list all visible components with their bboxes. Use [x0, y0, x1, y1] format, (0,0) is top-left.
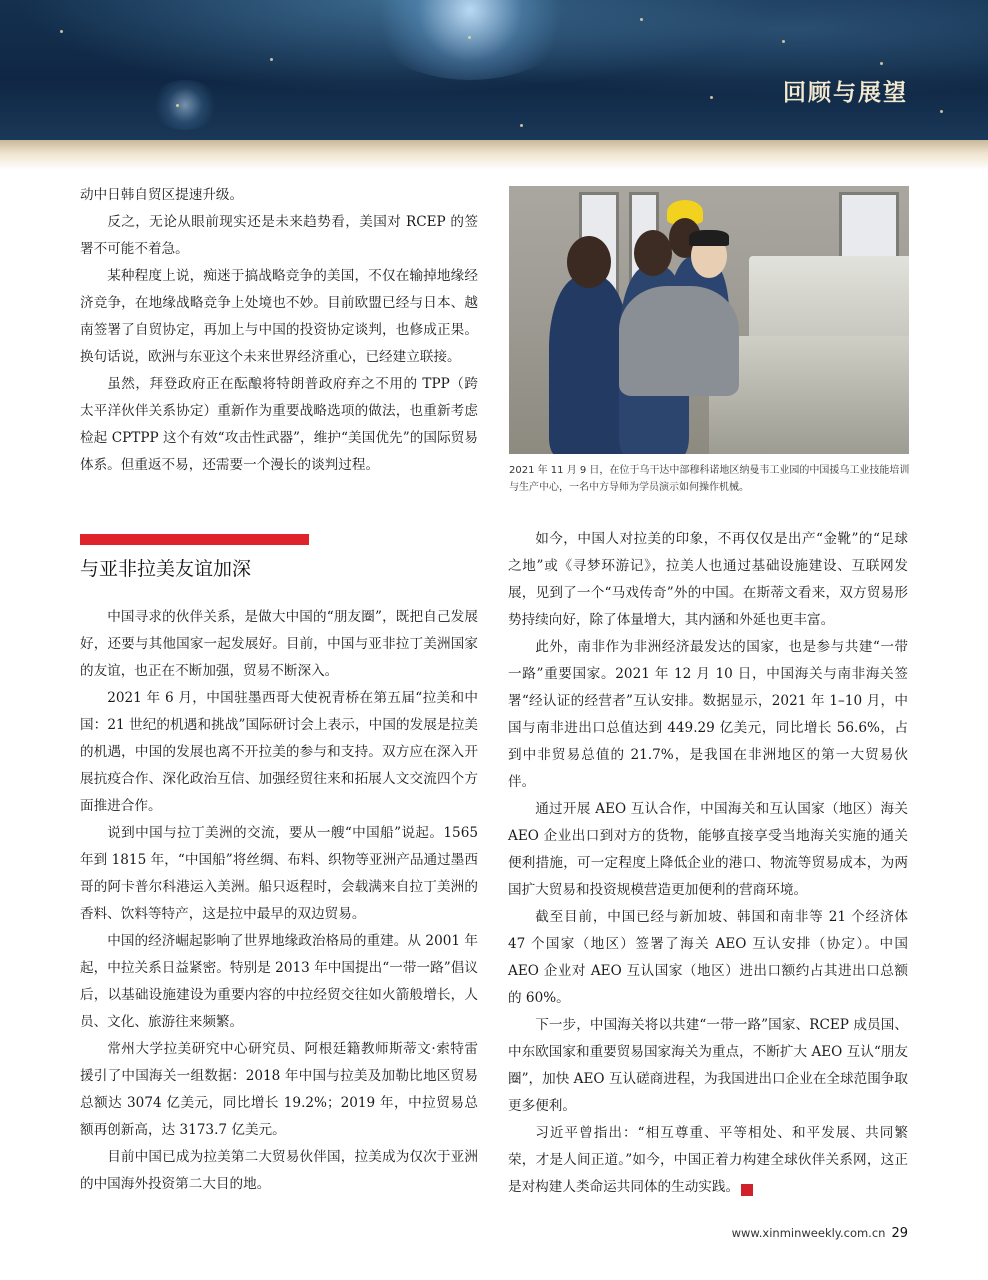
paragraph: 虽然，拜登政府正在酝酿将特朗普政府弃之不用的 TPP（跨太平洋伙伴关系协定）重新作为重要战略选项的做法，也重新考虑检起 CPTPP 这个有效“攻击性武器”，维护“美国优先”的国际贸易体系。但重返不易，还需要一个漫长的谈判过程。 [80, 376, 478, 473]
paragraph: 下一步，中国海关将以共建“一带一路”国家、RCEP 成员国、中东欧国家和重要贸易国家海关为重点，不断扩大 AEO 互认“朋友圈”，加快 AEO 互认磋商进程，为我国进出口企业在全球范围争取更多便利。 [508, 1017, 908, 1114]
left-column-top [80, 182, 478, 479]
page-number: 29 [891, 1226, 908, 1241]
banner-star [640, 18, 643, 21]
photo-caption: 2021 年 11 月 9 日，在位于乌干达中部穆科诺地区纳曼韦工业园的中国援乌工业技能培训与生产中心，一名中方导师为学员演示如何操作机械。 [509, 465, 910, 493]
banner-star [782, 40, 785, 43]
banner-star [880, 62, 883, 65]
section-heading: 与亚非拉美友谊加深 [80, 558, 252, 580]
paragraph: 反之，无论从眼前现实还是未来趋势看，美国对 RCEP 的签署不可能不着急。 [80, 214, 478, 257]
paragraph: 某种程度上说，痴迷于搞战略竞争的美国，不仅在输掉地缘经济竞争，在地缘战略竞争上处境也不妙。目前欧盟已经与日本、越南签署了自贸协定，再加上与中国的投资协定谈判，也修成正果。换句话说，欧洲与东亚这个未来世界经济重心，已经建立联接。 [80, 268, 478, 365]
last-paragraph [508, 1120, 908, 1201]
page-footer [732, 1226, 908, 1241]
article-photo [509, 186, 909, 454]
banner-star [176, 104, 179, 107]
paragraph: 2021 年 6 月，中国驻墨西哥大使祝青桥在第五届“拉美和中国：21 世纪的机遇和挑战”国际研讨会上表示，中国的发展是拉美的机遇，中国的发展也离不开拉美的参与和支持。双方应在深入开展抗疫合作、深化政治互信、加强经贸往来和拓展人文交流四个方面推进合作。 [80, 690, 478, 814]
paragraph: 如今，中国人对拉美的印象，不再仅仅是出产“金靴”的“足球之地”或《寻梦环游记》，拉美人也通过基础设施建设、互联网发展，见到了一个“马戏传奇”外的中国。在斯蒂文看来，双方贸易形势持续向好，除了体量增大，其内涵和外延也更丰富。 [508, 531, 908, 628]
footer-url[interactable]: www.xinminweekly.com.cn [731, 1226, 886, 1240]
paragraph-text: 习近平曾指出：“相互尊重、平等相处、和平发展、共同繁荣，才是人间正道。”如今，中国正着力构建全球伙伴关系网，这正是对构建人类命运共同体的生动实践。 [508, 1125, 908, 1195]
photo-lathe-base [709, 336, 909, 454]
banner-glow [150, 80, 220, 130]
section-accent-bar [80, 534, 309, 545]
paragraph: 通过开展 AEO 互认合作，中国海关和互认国家（地区）海关 AEO 企业出口到对方的货物，能够直接享受当地海关实施的通关便利措施，可一定程度上降低企业的港口、物流等贸易成本，为两国扩大贸易和投资规模营造更加便利的营商环境。 [508, 801, 908, 898]
banner-glow [360, 0, 580, 80]
paragraph: 中国的经济崛起影响了世界地缘政治格局的重建。从 2001 年起，中拉关系日益紧密。特别是 2013 年中国提出“一带一路”倡议后，以基础设施建设为重要内容的中拉经贸交往如火箭般增长，人员、文化、旅游往来频繁。 [80, 933, 478, 1030]
banner-star [940, 110, 943, 113]
section-tag: 回顾与展望 [783, 79, 908, 106]
banner-star [710, 96, 713, 99]
paragraph: 中国寻求的伙伴关系，是做大中国的“朋友圈”，既把自己发展好，还要与其他国家一起发展好。目前，中国与亚非拉丁美洲国家的友谊，也正在不断加强，贸易不断深入。 [80, 609, 478, 679]
paragraph: 常州大学拉美研究中心研究员、阿根廷籍教师斯蒂文·索特雷援引了中国海关一组数据：2018 年中国与拉美及加勒比地区贸易总额达 3074 亿美元，同比增长 19.2%；2019 年，中拉贸易总额再创新高，达 3173.7 亿美元。 [80, 1041, 478, 1138]
banner-star [270, 58, 273, 61]
end-mark-icon: 民 [741, 1184, 753, 1196]
banner-star [520, 124, 523, 127]
photo-trainee [549, 276, 629, 454]
left-column-bottom [80, 604, 478, 1198]
paragraph: 动中日韩自贸区提速升级。 [80, 187, 244, 203]
photo-trainee-head [634, 230, 672, 276]
paragraph: 目前中国已成为拉美第二大贸易伙伴国，拉美成为仅次于亚洲的中国海外投资第二大目的地。 [80, 1149, 478, 1192]
photo-trainee-head [567, 236, 611, 288]
photo-instructor [619, 286, 739, 396]
paragraph: 截至目前，中国已经与新加坡、韩国和南非等 21 个经济体 47 个国家（地区）签署了海关 AEO 互认安排（协定）。中国 AEO 企业对 AEO 互认国家（地区）进出口额约占其进出口总额的 60%。 [508, 909, 908, 1006]
banner-star [468, 36, 471, 39]
header-banner [0, 0, 988, 148]
banner-fade [0, 140, 988, 170]
paragraph: 此外，南非作为非洲经济最发达的国家，也是参与共建“一带一路”重要国家。2021 年 12 月 10 日，中国海关与南非海关签署“经认证的经营者”互认安排。数据显示，2021 年 1–10 月，中国与南非进出口总值达到 449.29 亿美元，同比增长 56.6%，占到中非贸易总值的 21.7%，是我国在非洲地区的第一大贸易伙伴。 [508, 639, 908, 790]
paragraph: 说到中国与拉丁美洲的交流，要从一艘“中国船”说起。1565 年到 1815 年，“中国船”将丝绸、布料、织物等亚洲产品通过墨西哥的阿卡普尔科港运入美洲。船只返程时，会载满来自拉丁美洲的香料、饮料等特产，这是拉中最早的双边贸易。 [80, 825, 478, 922]
right-column-bottom [508, 526, 908, 1201]
photo-cap [689, 230, 729, 246]
banner-star [60, 30, 63, 33]
